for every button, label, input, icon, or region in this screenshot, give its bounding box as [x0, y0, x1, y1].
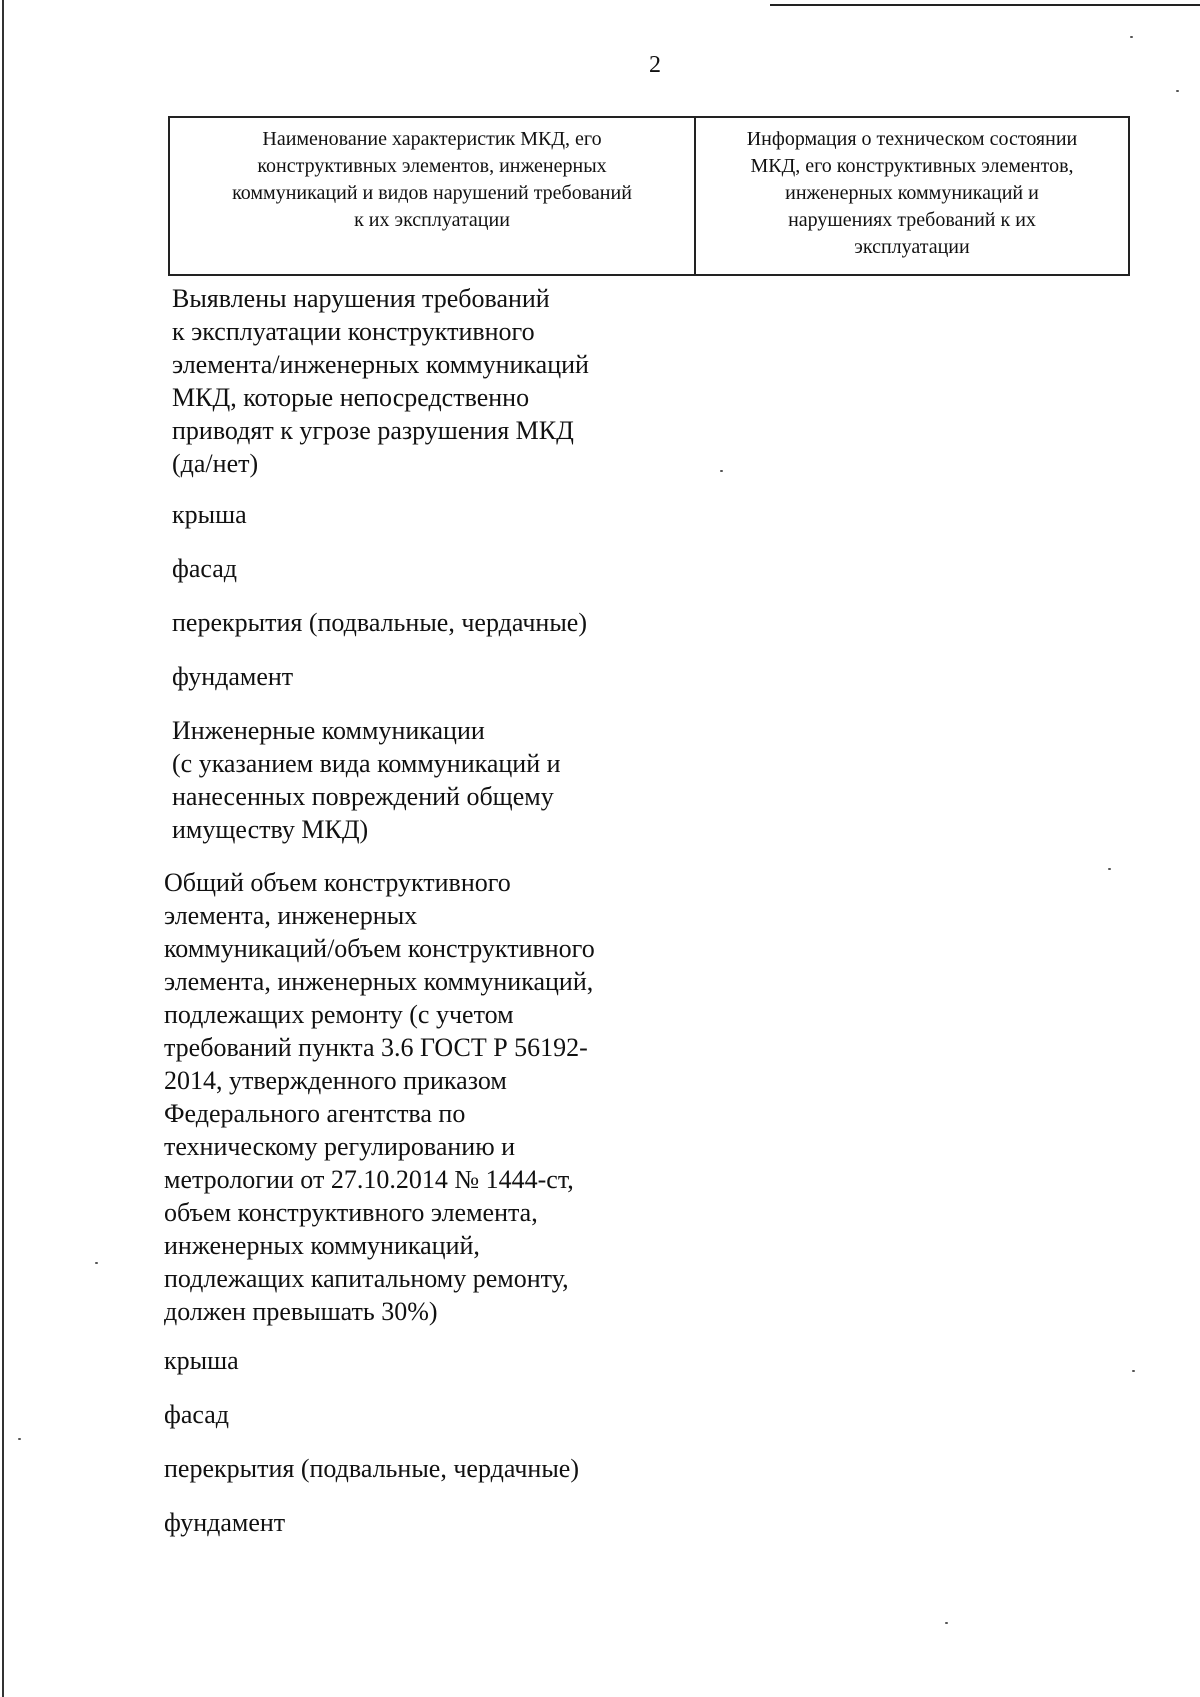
row-line: коммуникаций/объем конструктивного	[164, 934, 595, 963]
scan-speck	[1108, 868, 1111, 870]
header-cell-line: нарушениях требований к их	[788, 209, 1036, 231]
scan-speck	[1130, 36, 1133, 38]
row-line: к эксплуатации конструктивного	[172, 317, 535, 346]
row-line: нанесенных повреждений общему	[172, 782, 554, 811]
header-cell-line: коммуникаций и видов нарушений требований	[232, 182, 632, 204]
row-line: подлежащих ремонту (с учетом	[164, 1000, 514, 1029]
foundation-row-label: фундамент	[172, 662, 294, 691]
row-line: подлежащих капитальному ремонту,	[164, 1264, 569, 1293]
row-line: Общий объем конструктивного	[164, 868, 511, 897]
row-line: Инженерные коммуникации	[172, 716, 485, 745]
scan-left-edge	[2, 0, 4, 1697]
header-cell-line: МКД, его конструктивных элементов,	[750, 155, 1074, 177]
row-line: техническому регулированию и	[164, 1132, 516, 1161]
total-volume-row-label	[164, 866, 704, 1328]
row-line: должен превышать 30%)	[164, 1297, 438, 1326]
scan-top-edge	[770, 4, 1200, 6]
page-number: 2	[649, 52, 661, 78]
header-cell-line: Информация о техническом состоянии	[746, 128, 1078, 150]
header-table	[168, 116, 1130, 276]
engineering-row-label	[172, 714, 692, 846]
header-cell-line: конструктивных элементов, инженерных	[257, 155, 607, 177]
violations-row-label	[172, 282, 692, 480]
row-line: требований пункта 3.6 ГОСТ Р 56192-	[164, 1033, 588, 1062]
row-line: инженерных коммуникаций,	[164, 1231, 480, 1260]
row-line: имуществу МКД)	[172, 815, 369, 844]
row-line: элемента, инженерных коммуникаций,	[164, 967, 594, 996]
row-line: элемента, инженерных	[164, 901, 418, 930]
roof-row-label: крыша	[172, 500, 247, 529]
scan-speck	[945, 1622, 948, 1624]
scan-speck	[18, 1438, 21, 1440]
row-line: Федерального агентства по	[164, 1099, 466, 1128]
scan-speck	[1176, 90, 1179, 92]
header-cell-line: Наименование характеристик МКД, его	[262, 128, 602, 150]
scan-speck	[720, 470, 723, 472]
header-cell-technical-state	[695, 117, 1129, 275]
facade-row-label: фасад	[164, 1400, 230, 1429]
row-line: МКД, которые непосредственно	[172, 383, 530, 412]
scan-speck	[95, 1262, 98, 1264]
row-line: элемента/инженерных коммуникаций	[172, 350, 589, 379]
floors-row-label: перекрытия (подвальные, чердачные)	[172, 608, 587, 637]
foundation-row-label: фундамент	[164, 1508, 286, 1537]
roof-row-label: крыша	[164, 1346, 239, 1375]
header-cell-line: инженерных коммуникаций и	[785, 182, 1039, 204]
row-line: (с указанием вида коммуникаций и	[172, 749, 561, 778]
facade-row-label: фасад	[172, 554, 238, 583]
row-line: Выявлены нарушения требований	[172, 284, 550, 313]
header-cell-line: к их эксплуатации	[354, 209, 510, 231]
header-cell-line: эксплуатации	[854, 236, 970, 258]
row-line: объем конструктивного элемента,	[164, 1198, 538, 1227]
scan-speck	[1132, 1370, 1135, 1372]
row-line: 2014, утвержденного приказом	[164, 1066, 507, 1095]
header-cell-characteristics	[169, 117, 695, 275]
row-line: метрологии от 27.10.2014 № 1444-ст,	[164, 1165, 574, 1194]
row-line: (да/нет)	[172, 449, 259, 478]
floors-row-label: перекрытия (подвальные, чердачные)	[164, 1454, 579, 1483]
row-line: приводят к угрозе разрушения МКД	[172, 416, 574, 445]
